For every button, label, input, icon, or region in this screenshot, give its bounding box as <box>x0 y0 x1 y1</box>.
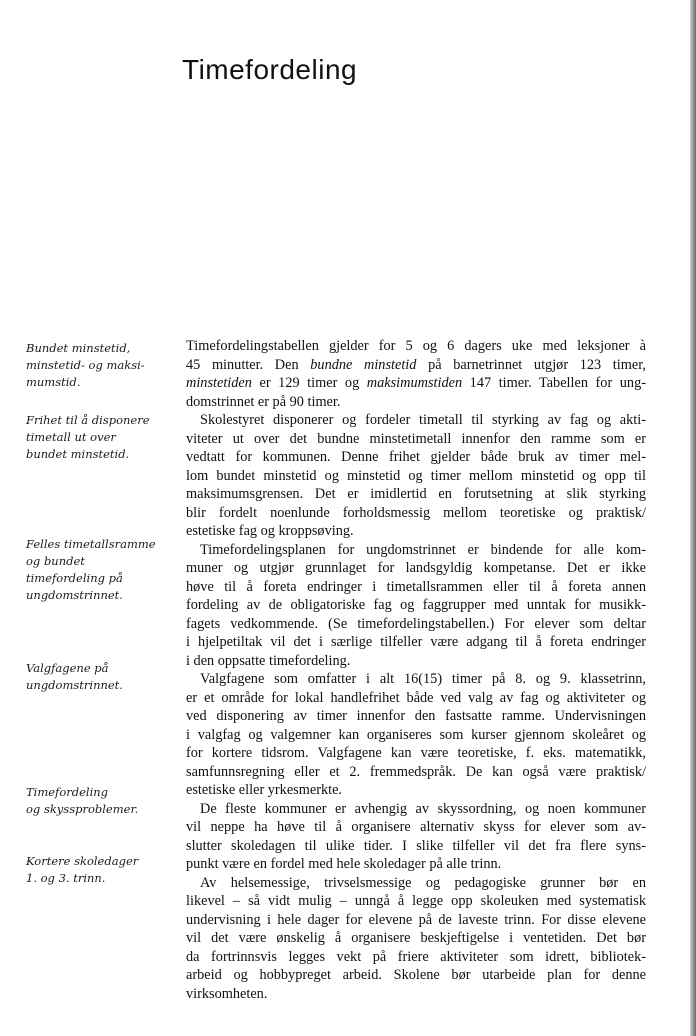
margin-note-line: Timefordeling <box>26 785 109 799</box>
margin-note-felles-timetallsramme <box>26 536 176 604</box>
margin-note-line: og skyssproblemer. <box>26 802 139 816</box>
text-line: er et område for lokal handlefrihet både ved valg av fag og aktiviteter og <box>186 689 646 706</box>
text-line: domstrinnet er på 90 timer. <box>186 393 341 410</box>
text-line: Timefordelingsplanen for ungdomstrinnet er bindende for alle kom- <box>200 541 646 558</box>
text-line: ved disponering av timer innenfor den fastsatte ramme. Undervisningen <box>186 708 646 724</box>
margin-note-skyss <box>26 784 176 818</box>
text-line <box>186 356 646 375</box>
text-line: Skolestyret disponerer og fordeler timetall til styrking av fag og akti- <box>200 412 646 428</box>
text-line: i hjelpetiltak vil det i særlige tilfeller være adgang til å foreta endringer <box>186 634 646 650</box>
text-line: i valgfag og valgemner kan organiseres som kurser gjennom skoleåret og <box>186 726 646 743</box>
text-line: Timefordelingstabellen gjelder for 5 og 6 dagers uke med leksjoner à <box>186 338 646 354</box>
text-line: vil neppe ha høve til å organisere alternativ skyss for elever som av- <box>186 819 646 835</box>
text-line: Av helsemessige, trivselsmessige og pedagogiske grunner bør en <box>200 874 646 891</box>
margin-note-frihet <box>26 412 176 463</box>
text-line: likevel – så vidt mulig – unngå å legge opp skoleuken med systematisk <box>186 893 646 909</box>
page-title: Timefordeling <box>182 54 358 85</box>
text-line: estetiske eller yrkesmerkte. <box>186 782 343 798</box>
text-line: blir fordelt noenlunde forholdsmessig mellom teoretiske og praktisk/ <box>186 504 646 521</box>
text-run: 45 minutter. Den <box>186 356 311 373</box>
margin-note-line: 1. og 3. trinn. <box>26 871 106 885</box>
text-line: vil det være ønskelig å organisere beskjeftigelse i ventetiden. Det bør <box>186 930 646 946</box>
text-line: for kortere tidsrom. Valgfagene kan være teoretiske, f. eks. matematikk, <box>186 745 646 761</box>
text-line: høve til å foreta endringer i timetallsrammen eller til å foreta annen <box>186 578 646 595</box>
text-line: slutter skoledagen til ulike tider. I slike tilfeller vil det fra flere syns- <box>186 837 646 854</box>
text-line: punkt være en fordel med hele skoledager på alle trinn. <box>186 856 502 872</box>
margin-note-line: ungdomstrinnet. <box>26 678 123 692</box>
text-line: lom bundet minstetid og minstetid og timer mellom minstetid og opp til <box>186 467 646 484</box>
text-line: Valgfagene som omfatter i alt 16(15) timer på 8. og 9. klassetrinn, <box>200 671 646 687</box>
body-text <box>186 337 646 1003</box>
paragraph-valgfagene <box>186 670 646 800</box>
text-line: virksomheten. <box>186 985 268 1002</box>
margin-note-line: Felles timetallsramme <box>26 537 156 551</box>
margin-note-bundet-minstetid <box>26 340 176 391</box>
text-line: viteter ut over det bundne minstetimetall innenfor den ramme som er <box>186 430 646 447</box>
paragraph-helsemessige <box>186 874 646 1004</box>
text-line: estetiske fag og kroppsøving. <box>186 523 354 539</box>
text-line <box>186 374 646 393</box>
emphasis-term: bundne minstetid <box>310 356 417 373</box>
text-line: fordeling av de obligatoriske fag og faggrupper med unntak for musikk- <box>186 597 646 613</box>
text-run: på barnetrinnet utgjør 123 timer, <box>416 356 646 373</box>
margin-note-line: mumstid. <box>26 375 81 389</box>
margin-note-valgfagene <box>26 660 176 694</box>
text-line: muner og utgjør grunnlaget for landsgyldig kompetanse. Det er ikke <box>186 560 646 576</box>
margin-note-line: og bundet <box>26 554 85 568</box>
text-line: samfunnsregning eller et 2. fremmedspråk. De kan også være praktisk/ <box>186 763 646 780</box>
paragraph-skolestyret <box>186 411 646 541</box>
text-line: undervisning i hele dager for elevene på de laveste trinn. For disse elevene <box>186 911 646 928</box>
paragraph-timefordelingsplanen <box>186 541 646 671</box>
text-line: vedtatt for kommunen. Denne frihet gjelder både bruk av timer mel- <box>186 449 646 465</box>
paragraph-timefordelingstabellen <box>186 337 646 411</box>
margin-note-line: Bundet minstetid, <box>26 341 131 355</box>
text-run: er 129 timer og <box>251 375 367 391</box>
emphasis-term: minstetiden <box>186 375 252 391</box>
margin-note-line: timefordeling på <box>26 571 123 585</box>
page-edge-shadow <box>690 0 696 1036</box>
margin-note-line: bundet minstetid. <box>26 447 130 461</box>
text-run: 147 timer. Tabellen for ung- <box>462 375 646 391</box>
margin-note-line: minstetid- og maksi- <box>26 358 145 372</box>
text-line: i den oppsatte timefordeling. <box>186 652 351 669</box>
paragraph-skyssordning <box>186 800 646 874</box>
text-line: maksimumsgrensen. Det er imidlertid en forutsetning at slik styrking <box>186 486 646 502</box>
text-line: da fortrinnsvis legges vekt på friere aktiviteter som idrett, bibliotek- <box>186 948 646 965</box>
margin-note-line: Frihet til å disponere <box>26 413 150 427</box>
text-line: De fleste kommuner er avhengig av skyssordning, og noen kommuner <box>200 800 646 817</box>
margin-note-line: ungdomstrinnet. <box>26 588 123 602</box>
margin-note-line: Kortere skoledager <box>26 854 139 868</box>
margin-note-line: timetall ut over <box>26 430 116 444</box>
margin-note-line: Valgfagene på <box>26 661 109 675</box>
emphasis-term: maksimumstiden <box>366 375 463 391</box>
text-line: arbeid og hobbypreget arbeid. Skolene bør utarbeide plan for denne <box>186 967 646 983</box>
margin-note-kortere-skoledager <box>26 853 176 887</box>
text-line: fagets vedkommende. (Se timefordelingstabellen.) For elever som deltar <box>186 615 646 632</box>
